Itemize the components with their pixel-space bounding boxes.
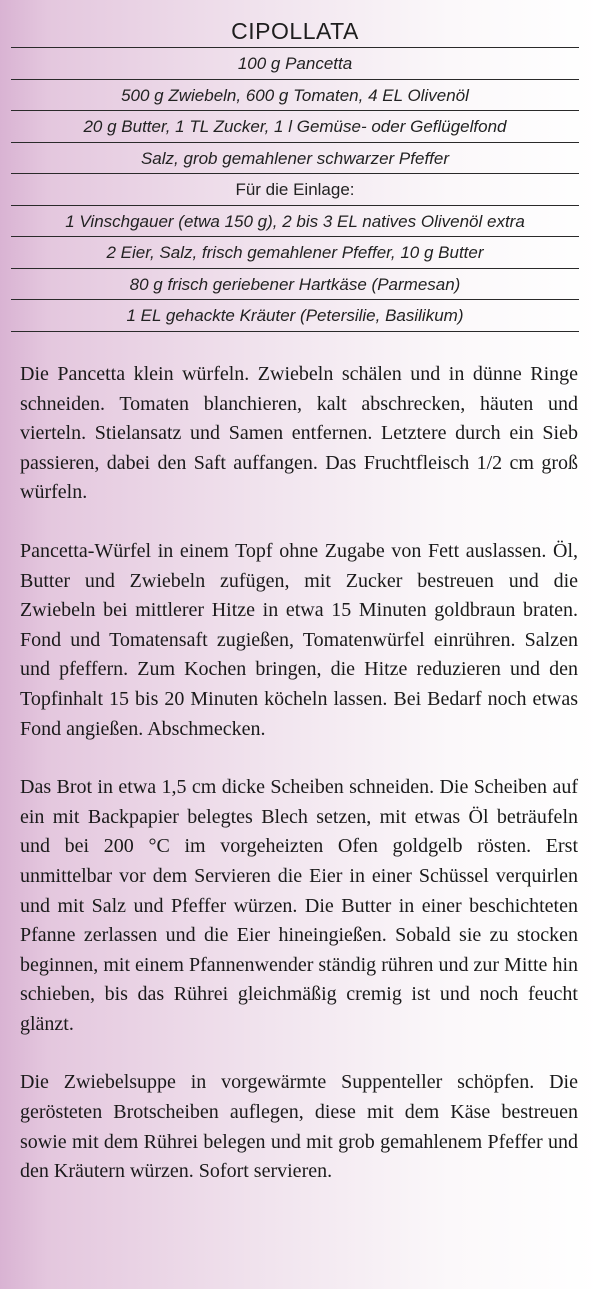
instruction-paragraph: Das Brot in etwa 1,5 cm dicke Scheiben schneiden. Die Scheiben auf ein mit Backpapier belegtes Blech setzen, mit etwas Öl beträufeln und bei 200 °C im vorgeheizten Ofen goldgelb rösten. Erst unmittelbar vor dem Servieren die Eier in einer Schüssel verquirlen und mit Salz und Pfeffer würzen. Die Butter in einer beschichteten Pfanne zerlassen und die Eier hineingießen. Sobald sie zu stocken beginnen, mit einem Pfannenwender ständig rühren und zur Mitte hin schieben, bis das Rührei gleichmäßig cremig ist und noch feucht glänzt. <box>20 776 578 1035</box>
instruction-paragraph: Die Pancetta klein würfeln. Zwiebeln schälen und in dünne Ringe schneiden. Tomaten blanchieren, kalt abschrecken, häuten und vierteln. Stielansatz und Samen entfernen. Letztere durch ein Sieb passieren, dabei den Saft auffangen. Das Fruchtfleisch 1/2 cm groß würfeln. <box>20 363 578 504</box>
ingredient-row: 500 g Zwiebeln, 600 g Tomaten, 4 EL Olivenöl <box>11 80 579 112</box>
ingredient-row: Salz, grob gemahlener schwarzer Pfeffer <box>11 143 579 175</box>
ingredient-row: 80 g frisch geriebener Hartkäse (Parmesan) <box>11 269 579 301</box>
ingredient-row: 1 EL gehackte Kräuter (Petersilie, Basilikum) <box>11 300 579 332</box>
ingredient-row: 20 g Butter, 1 TL Zucker, 1 l Gemüse- oder Geflügelfond <box>11 111 579 143</box>
ingredients-table <box>11 16 579 332</box>
ingredient-row: 1 Vinschgauer (etwa 150 g), 2 bis 3 EL natives Olivenöl extra <box>11 206 579 238</box>
recipe-title: CIPOLLATA <box>11 16 579 48</box>
ingredient-row: 100 g Pancetta <box>11 48 579 80</box>
ingredient-row: 2 Eier, Salz, frisch gemahlener Pfeffer, 10 g Butter <box>11 237 579 269</box>
ingredient-section-heading: Für die Einlage: <box>11 174 579 206</box>
ingredients-list <box>11 48 579 332</box>
instruction-paragraph: Die Zwiebelsuppe in vorgewärmte Suppenteller schöpfen. Die gerösteten Brotscheiben auflegen, diese mit dem Käse bestreuen sowie mit dem Rührei belegen und mit grob gemahlenem Pfeffer und den Kräutern würzen. Sofort servieren. <box>20 1071 578 1183</box>
instruction-paragraph: Pancetta-Würfel in einem Topf ohne Zugabe von Fett auslassen. Öl, Butter und Zwiebeln zufügen, mit Zucker bestreuen und die Zwiebeln bei mittlerer Hitze in etwa 15 Minuten goldbraun braten. Fond und Tomatensaft zugießen, Tomatenwürfel einrühren. Salzen und pfeffern. Zum Kochen bringen, die Hitze reduzieren und den Topfinhalt 15 bis 20 Minuten köcheln lassen. Bei Bedarf noch etwas Fond angießen. Abschmecken. <box>20 539 578 740</box>
instructions <box>20 360 578 1216</box>
